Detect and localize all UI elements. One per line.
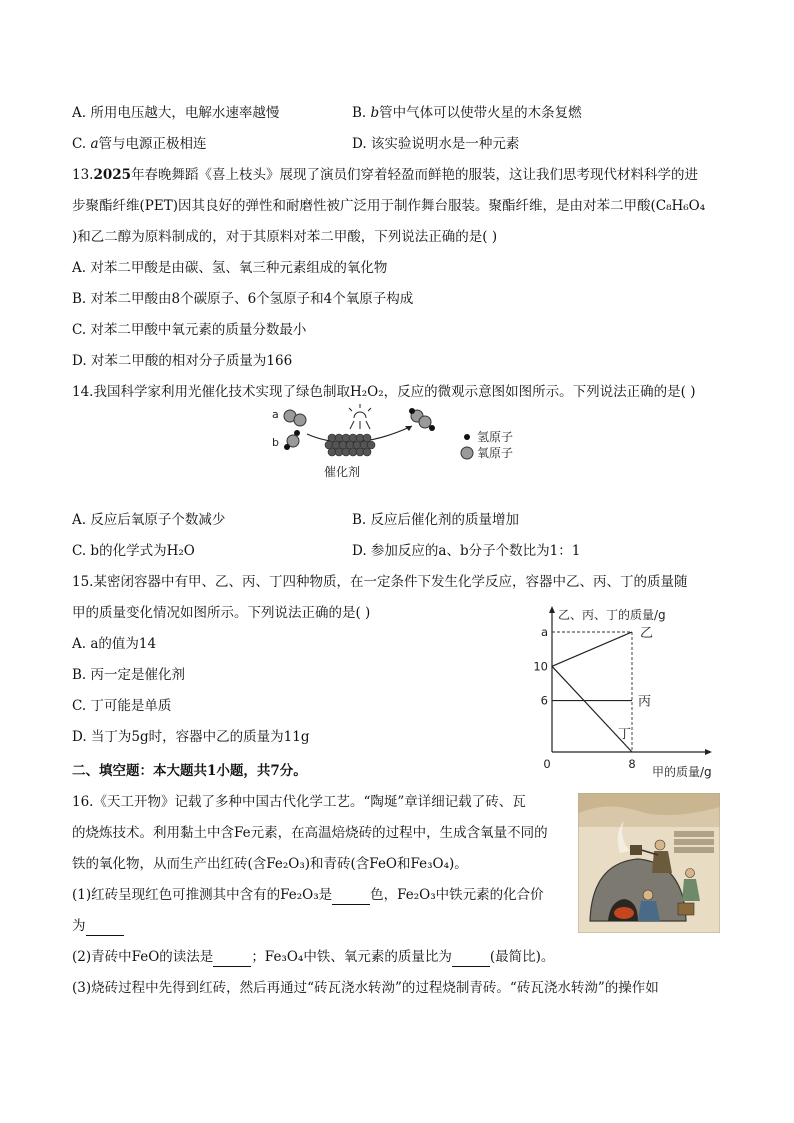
q13-option-b: B. 对苯二甲酸由8个碳原子、6个氢原子和4个氧原子构成 bbox=[72, 291, 414, 307]
series-line-0 bbox=[552, 632, 632, 666]
q16-part1: (1)红砖呈现红色可推测其中含有的Fe₂O₃是 色，Fe₂O₃中铁元素的化合价 bbox=[72, 887, 544, 903]
q15-stem-line2: 甲的质量变化情况如图所示。下列说法正确的是( ) bbox=[72, 605, 371, 621]
x-axis-arrow bbox=[705, 749, 712, 755]
chart-ylabel: 乙、丙、丁的质量/g bbox=[558, 608, 666, 622]
y-tick-label-0: 6 bbox=[540, 693, 548, 708]
q15-option-a: A. a的值为14 bbox=[72, 636, 157, 652]
q13-stem-line2: 步聚酯纤维(PET)因其良好的弹性和耐磨性被广泛用于制作舞台服装。聚酯纤维，是由对苯二甲酸(C₈H₆O₄ bbox=[72, 198, 706, 214]
q16-part2: (2)青砖中FeO的读法是 ；Fe₃O₄中铁、氧元素的质量比为 (最简比)。 bbox=[72, 949, 555, 965]
label-a: a bbox=[272, 408, 279, 421]
section-2-heading: 二、填空题：本大题共1小题，共7分。 bbox=[72, 763, 307, 779]
label-b: b bbox=[272, 436, 279, 449]
catalyst-label: 催化剂 bbox=[324, 465, 361, 479]
q16-stem-line3: 铁的氧化物，从而生产出红砖(含Fe₂O₃)和青砖(含FeO和Fe₃O₄)。 bbox=[72, 856, 468, 872]
q13-option-c: C. 对苯二甲酸中氧元素的质量分数最小 bbox=[72, 322, 307, 338]
product-h1 bbox=[409, 408, 415, 414]
light-icon bbox=[349, 404, 371, 429]
x-tick-label-0: 0 bbox=[543, 757, 551, 771]
q16-stem-line2: 的烧炼技术。利用黏土中含Fe元素，在高温焙烧砖的过程中，生成含氧量不同的 bbox=[72, 825, 548, 841]
q16-stem-line1: 16.《天工开物》记载了多种中国古代化学工艺。“陶埏”章详细记载了砖、瓦 bbox=[72, 794, 526, 810]
legend-h-label: 氢原子 bbox=[477, 430, 514, 444]
q14-option-c: C. b的化学式为H₂O bbox=[72, 543, 195, 559]
q15-stem-line1: 15.某密闭容器中有甲、乙、丙、丁四种物质，在一定条件下发生化学反应，容器中乙、丙、丁的质量随 bbox=[72, 574, 688, 590]
q15-option-d: D. 当丁为5g时，容器中乙的质量为11g bbox=[72, 729, 310, 745]
x-tick-label-1: 8 bbox=[628, 757, 636, 771]
chart-xlabel: 甲的质量/g bbox=[652, 765, 712, 779]
q15-mass-chart bbox=[528, 600, 728, 785]
answer-blank-2[interactable] bbox=[86, 921, 124, 936]
q14-option-d: D. 参加反应的a、b分子个数比为1：1 bbox=[352, 543, 581, 559]
q12-option-d: D. 该实验说明水是一种元素 bbox=[352, 136, 520, 152]
molecule-a-atom2 bbox=[294, 414, 306, 426]
q13-option-a: A. 对苯二甲酸是由碳、氢、氧三种元素组成的氧化物 bbox=[72, 260, 388, 276]
answer-blank-4[interactable] bbox=[452, 952, 490, 967]
product-h2 bbox=[429, 425, 435, 431]
q13-stem-line1: 13.2025年春晚舞蹈《喜上枝头》展现了演员们穿着轻盈而鲜艳的服装，这让我们思考现代材料科学的进 bbox=[72, 167, 699, 183]
q15-option-b: B. 丙一定是催化剂 bbox=[72, 667, 186, 683]
q16-part1-cont: 为 bbox=[72, 916, 124, 936]
q12-option-a: A. 所用电压越大，电解水速率越慢 bbox=[72, 105, 280, 121]
q14-option-a: A. 反应后氧原子个数减少 bbox=[72, 512, 226, 528]
q14-option-b: B. 反应后催化剂的质量增加 bbox=[352, 512, 520, 528]
y-tick-label-2: a bbox=[540, 625, 548, 639]
series-label-2: 丁 bbox=[618, 727, 632, 742]
q13-option-d: D. 对苯二甲酸的相对分子质量为166 bbox=[72, 353, 293, 369]
legend-o-label: 氧原子 bbox=[477, 446, 514, 460]
series-label-0: 乙 bbox=[640, 626, 654, 641]
q15-option-c: C. 丁可能是单质 bbox=[72, 698, 172, 714]
kiln-illustration bbox=[578, 793, 720, 933]
q12-option-b: B. b管中气体可以使带火星的木条复燃 bbox=[352, 105, 582, 121]
q13-stem-line3: )和乙二醇为原料制成的，对于其原料对苯二甲酸，下列说法正确的是( ) bbox=[72, 229, 498, 245]
legend-h-icon bbox=[464, 434, 470, 440]
catalyst-particles bbox=[325, 434, 375, 456]
answer-blank-1[interactable] bbox=[332, 890, 370, 905]
q16-part3: (3)烧砖过程中先得到红砖，然后再通过“砖瓦浇水转泑”的过程烧制青砖。“砖瓦浇水转泑”的操作如 bbox=[72, 980, 659, 996]
y-axis-arrow bbox=[549, 606, 555, 613]
series-label-1: 丙 bbox=[638, 694, 652, 710]
molecule-b-h2 bbox=[284, 444, 290, 450]
legend-o-icon bbox=[461, 447, 473, 459]
answer-blank-3[interactable] bbox=[213, 952, 251, 967]
y-tick-label-1: 10 bbox=[533, 659, 548, 674]
q12-option-c: C. a管与电源正极相连 bbox=[72, 136, 207, 152]
q14-stem: 14.我国科学家利用光催化技术实现了绿色制取H₂O₂，反应的微观示意图如图所示。下列说法正确的是( ) bbox=[72, 384, 696, 400]
q14-reaction-diagram bbox=[262, 404, 542, 484]
product-o2 bbox=[419, 416, 431, 428]
